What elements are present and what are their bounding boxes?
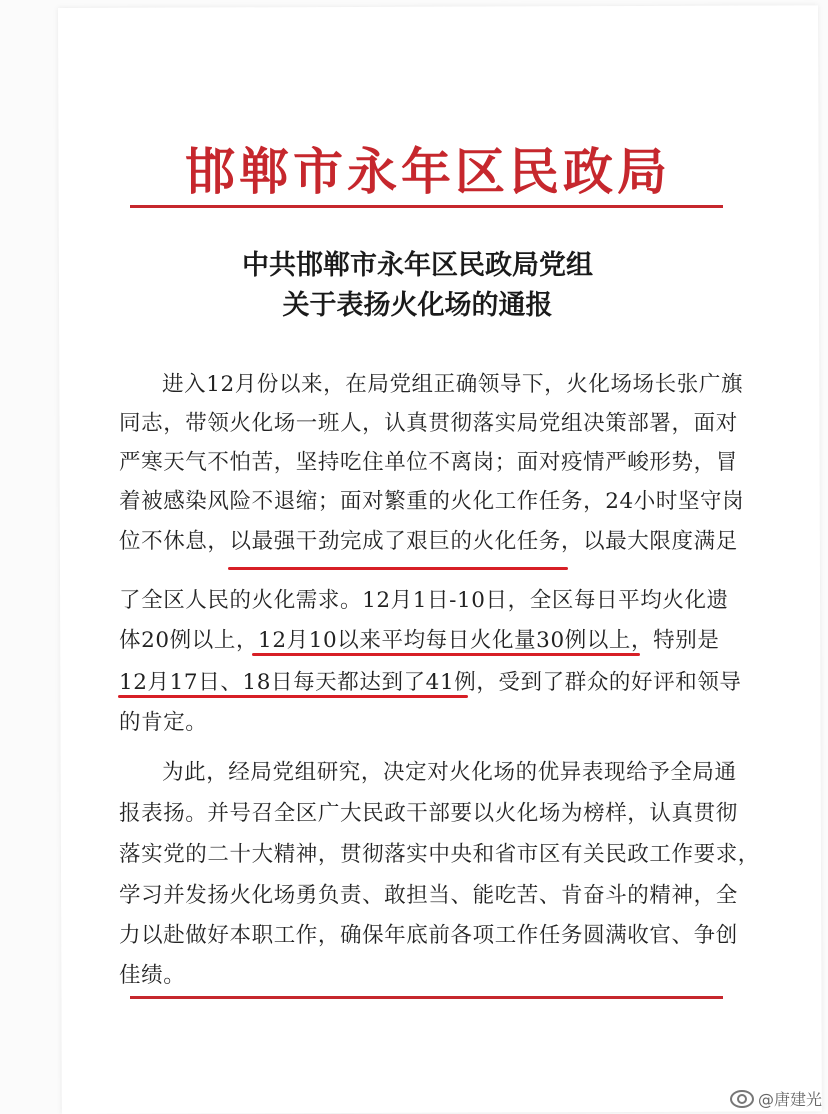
paragraph1-line: 了全区人民的火化需求。12月1日-10日，全区每日平均火化遗 [119, 588, 729, 613]
paragraph1-line: 位不休息，以最强干劲完成了艰巨的火化任务，以最大限度满足 [119, 529, 738, 554]
paragraph1-line: 的肯定。 [119, 710, 208, 735]
paragraph1-line: 着被感染风险不退缩；面对繁重的火化工作任务，24小时坚守岗 [119, 489, 745, 514]
paragraph2-line: 学习并发扬火化场勇负责、敢担当、能吃苦、肯奋斗的精神，全 [119, 883, 738, 908]
weibo-icon [730, 1090, 754, 1108]
footer-rule [130, 996, 723, 999]
paragraph1-line: 12月17日、18日每天都达到了41例，受到了群众的好评和领导 [119, 670, 742, 695]
highlight-underline [252, 653, 640, 656]
paragraph2-line: 落实党的二十大精神，贯彻落实中央和省市区有关民政工作要求， [119, 842, 760, 867]
highlight-underline [118, 695, 468, 698]
paragraph1-line: 体20例以上，12月10以来平均每日火化量30例以上，特别是 [119, 628, 720, 653]
paragraph2-line: 佳绩。 [119, 963, 186, 988]
highlight-underline [228, 567, 568, 570]
paragraph1-line: 同志，带领火化场一班人，认真贯彻落实局党组决策部署，面对 [119, 411, 738, 436]
agency-header: 邯郸市永年区民政局 [185, 142, 671, 201]
paragraph1-line: 进入12月份以来，在局党组正确领导下，火化场场长张广旗 [162, 372, 744, 397]
paragraph2-line: 力以赴做好本职工作，确保年底前各项工作任务圆满收官、争创 [119, 923, 738, 948]
header-rule [130, 205, 723, 208]
paragraph2-line: 为此，经局党组研究，决定对火化场的优异表现给予全局通 [162, 760, 737, 785]
notice-title-line2: 关于表扬火化场的通报 [282, 290, 553, 321]
paragraph2-line: 报表扬。并号召全区广大民政干部要以火化场为榜样，认真贯彻 [119, 801, 738, 826]
social-watermark [730, 1087, 822, 1110]
watermark-handle: @唐建光 [757, 1090, 822, 1109]
notice-title-line1: 中共邯郸市永年区民政局党组 [242, 250, 593, 281]
paragraph1-line: 严寒天气不怕苦，坚持吃住单位不离岗；面对疫情严峻形势，冒 [119, 450, 738, 475]
